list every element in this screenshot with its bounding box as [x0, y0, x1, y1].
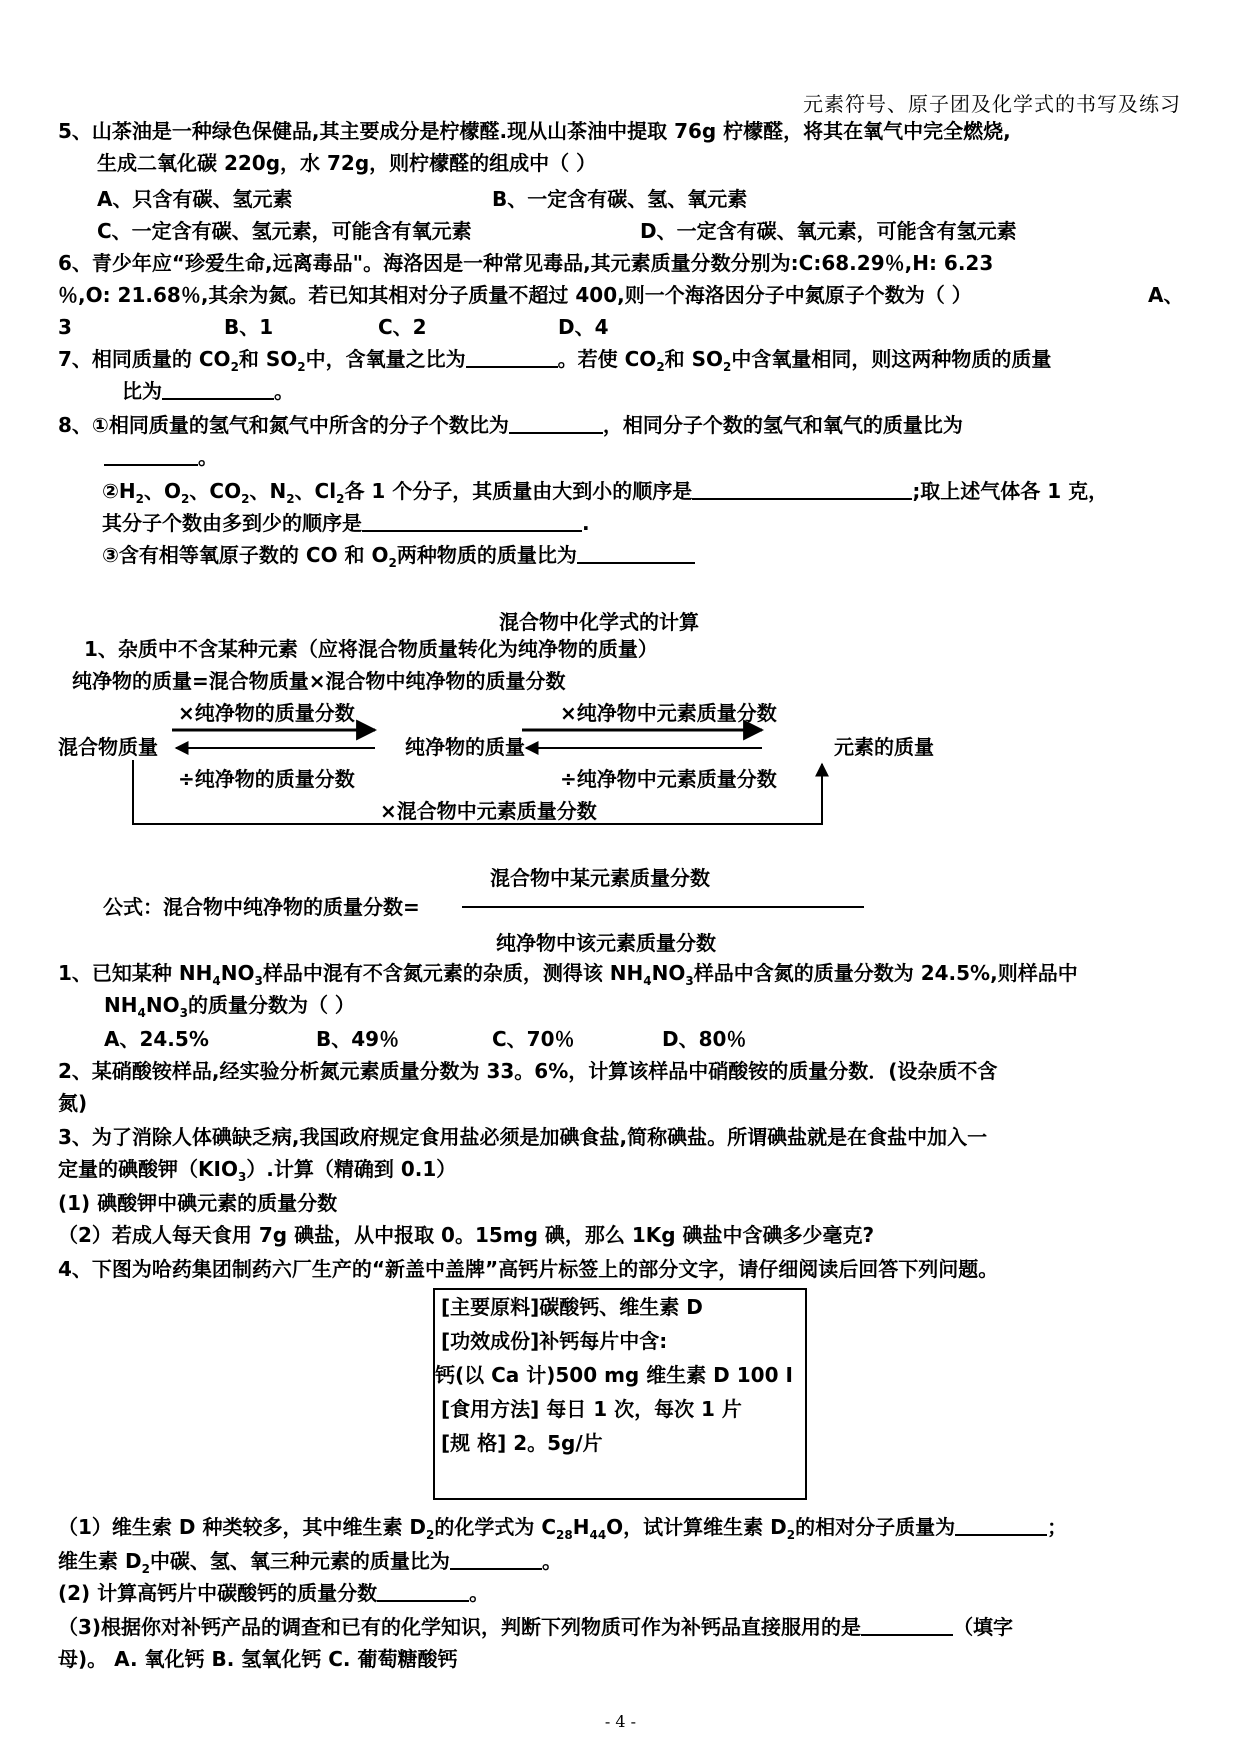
p4-q3-line2: 母)。 A. 氧化钙 B. 氢氧化钙 C. 葡萄糖酸钙 [58, 1647, 458, 1671]
p3-line1: 3、为了消除人体碘缺乏病,我国政府规定食用盐必须是加碘食盐,简称碘盐。所谓碘盐就是在食盐中加入一 [58, 1125, 988, 1149]
node-mixture-mass: 混合物质量 [58, 735, 158, 759]
arrow1-bottom-label: ÷纯净物的质量分数 [178, 767, 355, 791]
q6-line2: ％,O: 21.68％,其余为氮。若已知其相对分子质量不超过 400,则一个海洛因分子中氮原子个数为（ ） [58, 283, 972, 307]
p3-line2: 定量的碘酸钾$(KIO_3)$.计算（精确到 0.1） [58, 1157, 457, 1184]
q8-answer-blank-4[interactable] [362, 510, 582, 532]
label-row-ingredients: [主要原料]碳酸钙、维生素 D [441, 1295, 703, 1319]
label-row-function: [功效成份]补钙每片中含: [441, 1329, 668, 1353]
arrow1-top-label: ×纯净物的质量分数 [178, 701, 355, 725]
p3-line4: （2）若成人每天食用 7g 碘盐，从中报取 0。15mg 碘，那么 1Kg 碘盐中含碘多少毫克? [58, 1223, 875, 1247]
p2-line1: 2、某硝酸铵样品,经实验分析氮元素质量分数为 33。6%，计算该样品中硝酸铵的质量分数．(设杂质不含 [58, 1059, 998, 1083]
q8-line3: $②H_2$、$O_2$、$CO_2$、$N_2$、$Cl_2$各 1 个分子，其质量由大到小的顺序是 ;取上述气体各 1 克， [102, 479, 1109, 506]
q8-line5: ③含有相等氧原子数的 CO 和 $O_2$两种物质的质量比为 [102, 542, 695, 568]
node-element-mass: 元素的质量 [834, 735, 934, 759]
section1-line1: 1、杂质中不含某种元素（应将混合物质量转化为纯净物的质量） [84, 637, 658, 661]
q8-answer-blank-1[interactable] [509, 412, 603, 434]
q6-line1: 6、青少年应“珍爱生命,远离毒品"。海洛因是一种常见毒品,其元素质量分数分别为:C:68.29％,H: 6.23 [58, 251, 994, 275]
label-row-content: 钙(以 Ca 计)500 mg 维生素 D 100 I [435, 1363, 793, 1387]
p1-line2: $NH_4NO_3$的质量分数为（ ） [104, 993, 355, 1020]
p4-q2-line: (2) 计算高钙片中碳酸钙的质量分数 。 [58, 1581, 490, 1605]
q8-answer-blank-3[interactable] [692, 478, 912, 500]
p4-q1-answer-blank-2[interactable] [450, 1548, 542, 1570]
q6-option-d: D、4 [558, 315, 609, 339]
section1-line2: 纯净物的质量=混合物质量×混合物中纯净物的质量分数 [72, 669, 566, 693]
calcium-tablet-label-box [433, 1288, 807, 1500]
q5-option-a: A、只含有碳、氢元素 [97, 187, 293, 211]
q5-option-c: C、一定含有碳、氢元素，可能含有氧元素 [97, 219, 472, 243]
p4-q3-line1: （3)根据你对补钙产品的调查和已有的化学知识，判断下列物质可作为补钙品直接服用的是 （填字 [58, 1615, 1014, 1639]
loop-label: ×混合物中元素质量分数 [380, 799, 597, 823]
page-header: 元素符号、原子团及化学式的书写及练习 [803, 92, 1181, 116]
label-row-usage: [食用方法] 每日 1 次，每次 1 片 [441, 1397, 742, 1421]
q8-line4: 其分子个数由多到少的顺序是 . [102, 511, 590, 535]
q7-answer-blank-1[interactable] [466, 346, 558, 368]
q6-line2-tail: A、 [1148, 283, 1184, 307]
q8-line2: 。 [104, 444, 218, 470]
p4-q1-line2: 维生素 $D_2$中碳、氢、氧三种元素的质量比为 。 [58, 1549, 562, 1576]
node-pure-mass: 纯净物的质量 [405, 735, 525, 759]
p1-option-a: A、24.5% [104, 1027, 209, 1051]
p3-line3: (1) 碘酸钾中碘元素的质量分数 [58, 1191, 338, 1215]
q5-option-d: D、一定含有碳、氧元素，可能含有氢元素 [640, 219, 1017, 243]
p1-option-b: B、49％ [316, 1027, 400, 1051]
formula-fraction-bar [462, 906, 864, 908]
q7-line2: 比为 。 [122, 379, 294, 403]
q6-option-a: 3 [58, 315, 72, 339]
p4-q1-answer-blank-1[interactable] [955, 1514, 1047, 1536]
q5-line2: 生成二氧化碳 220g，水 72g，则柠檬醛的组成中（ ） [97, 151, 597, 175]
p1-line1: 1、已知某种 $NH_4NO_3$样品中混有不含氮元素的杂质，测得该 $NH_4NO_3$样品中含氮的质量分数为 24.5%,则样品中 [58, 961, 1078, 988]
p1-option-d: D、80％ [662, 1027, 747, 1051]
formula-numerator: 混合物中某元素质量分数 [490, 866, 710, 890]
p4-q2-answer-blank[interactable] [377, 1580, 469, 1602]
q8-answer-blank-5[interactable] [577, 542, 695, 564]
arrow2-bottom-label: ÷纯净物中元素质量分数 [560, 767, 777, 791]
section-title-mixture: 混合物中化学式的计算 [499, 610, 699, 634]
p4-q1-line1: （1）维生索 D 种类较多，其中维生素 $D_2$的化学式为 $C_{28}H_{44}O$，试计算维生素 $D_2$的相对分子质量为 ； [58, 1515, 1068, 1542]
q7-answer-blank-2[interactable] [162, 378, 274, 400]
p4-q3-answer-blank[interactable] [861, 1614, 953, 1636]
label-row-spec: [规 格] 2。5g/片 [441, 1431, 603, 1455]
arrow2-top-label: ×纯净物中元素质量分数 [560, 701, 777, 725]
p2-line2: 氮) [58, 1091, 88, 1115]
page-number: - 4 - [604, 1712, 637, 1731]
q6-option-c: C、2 [378, 315, 427, 339]
q5-line1: 5、山茶油是一种绿色保健品,其主要成分是柠檬醛.现从山茶油中提取 76g 柠檬醛，将其在氧气中完全燃烧, [58, 119, 1011, 143]
q6-option-b: B、1 [224, 315, 274, 339]
q7-line1: 7、相同质量的 $CO_2$和 $SO_2$中，含氧量之比为 。若使 $CO_2$和 $SO_2$中含氧量相同，则这两种物质的质量 [58, 347, 1052, 374]
formula-denominator: 纯净物中该元素质量分数 [496, 931, 716, 955]
q5-option-b: B、一定含有碳、氢、氧元素 [492, 187, 748, 211]
p4-line1: 4、下图为哈药集团制药六厂生产的“新盖中盖牌”高钙片标签上的部分文字，请仔细阅读后回答下列问题。 [58, 1257, 999, 1281]
formula-prefix: 公式：混合物中纯净物的质量分数= [103, 895, 420, 919]
p1-option-c: C、70％ [492, 1027, 575, 1051]
q8-line1: 8、①相同质量的氢气和氮气中所含的分子个数比为 ，相同分子个数的氢气和氧气的质量比为 [58, 413, 963, 437]
q8-answer-blank-2[interactable] [104, 444, 198, 466]
